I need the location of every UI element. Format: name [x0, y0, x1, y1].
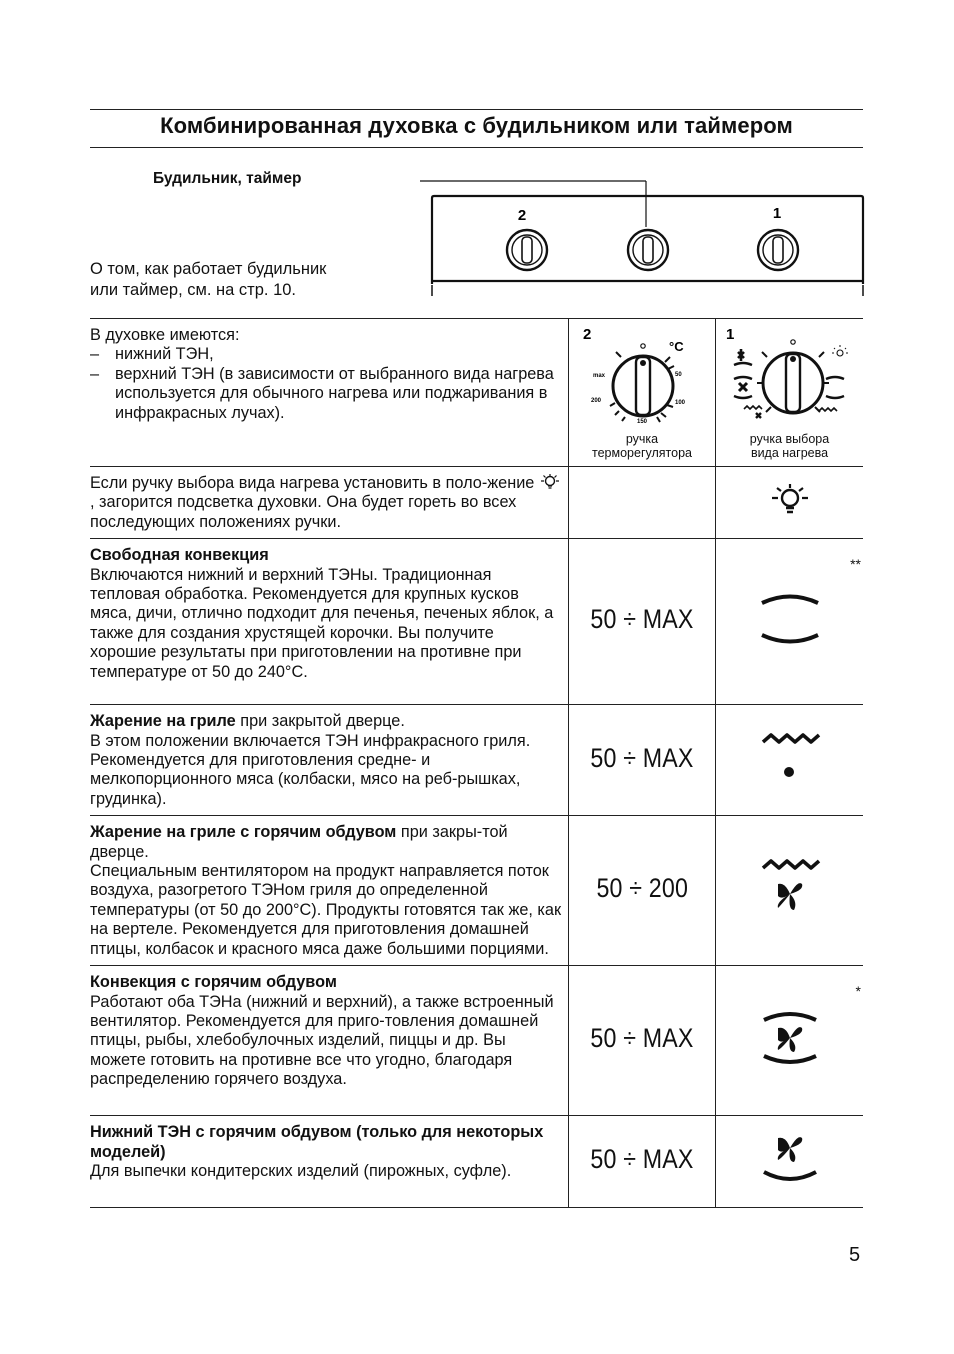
mode-description: Для выпечки кондитерских изделий (пирожных, суфле).: [90, 1161, 512, 1180]
mode-text-cell: [90, 539, 569, 705]
mode-knob-icon: [716, 319, 863, 431]
timer-note-line1: О том, как работает будильник: [90, 260, 327, 278]
mode-icon-cell: [716, 539, 864, 705]
fan-top-bottom-icon: [758, 1008, 822, 1068]
mode-heading: Нижний ТЭН с горячим обдувом (только для некоторых моделей): [90, 1123, 544, 1161]
control-panel-illustration: [420, 168, 865, 303]
mode-heading: Свободная конвекция: [90, 546, 269, 565]
mode-icon-cell: [716, 816, 864, 966]
light-text-after: , загорится подсветка духовки. Она будет гореть во всех последующих положениях ручки.: [90, 493, 517, 531]
temperature-range: 50 ÷ MAX: [590, 604, 694, 635]
svg-text:150: 150: [637, 419, 648, 425]
svg-text:50: 50: [675, 372, 682, 378]
modes-table: [90, 318, 863, 1208]
panel-knob-2: [507, 230, 547, 270]
mode-knob-cell: [716, 319, 864, 467]
svg-text:200: 200: [591, 398, 602, 404]
thermostat-caption-line1: ручка: [625, 432, 659, 447]
grill-icon: [758, 732, 822, 784]
mode-text-cell: [90, 966, 569, 1116]
mode-row: [90, 705, 863, 816]
svg-text:max: max: [593, 373, 606, 379]
mode-range-cell: [569, 539, 716, 705]
svg-text:100: 100: [675, 400, 686, 406]
mode-row: [90, 539, 863, 705]
fan-bottom-icon: [758, 1130, 822, 1188]
top-rule: [90, 109, 863, 110]
svg-text:°C: °C: [669, 339, 684, 354]
light-text-before: Если ручку выбора вида нагрева установить в поло-жение: [90, 474, 535, 492]
mode-row: [90, 1116, 863, 1208]
mode-knob-number: 1: [726, 326, 735, 343]
panel-knob-1: [758, 230, 798, 270]
mode-text-cell: [90, 1116, 569, 1208]
lamp-icon: [539, 474, 561, 490]
thermostat-caption-line2: терморегулятора: [592, 446, 692, 461]
intro-text-cell: [90, 319, 569, 467]
mode-description: Включаются нижний и верхний ТЭНы. Традиционная тепловая обработка. Рекомендуется для крупных кусков мяса, дичи, отлично подходит для печенья, печеных яблок, а также для создания хрустящей корочки. Вы получите хорошие результаты при приготовлении на противне при температуре от 50 до 240°С.: [90, 565, 554, 681]
mode-heading: Конвекция с горячим обдувом: [90, 973, 337, 992]
panel-number-2: 2: [517, 207, 527, 224]
footnote-mark: **: [850, 556, 861, 573]
mode-range-cell: [569, 816, 716, 966]
grill-fan-icon: [758, 858, 822, 918]
light-icon-cell: [716, 467, 864, 539]
intro-item: – нижний ТЭН,: [90, 345, 214, 364]
mode-icon-cell: [716, 966, 864, 1116]
intro-text: В духовке имеются:: [90, 326, 240, 344]
timer-label: Будильник, таймер: [153, 170, 302, 187]
timer-note: [90, 259, 326, 301]
panel-knob-timer: [628, 230, 668, 270]
mode-text-cell: Жарение на гриле при закрытой дверце. В этом положении включается ТЭН инфракрасного гриля. Рекомендуется для приготовления средне- и мелкопорционного мяса (колбаски, мясо на реб-рышках, грудинка).: [90, 705, 569, 816]
mode-icon-cell: [716, 705, 864, 816]
thermostat-knob-icon: [569, 319, 715, 431]
light-text-cell: [90, 467, 569, 539]
temperature-range: 50 ÷ 200: [596, 872, 688, 903]
page-title: Комбинированная духовка с будильником или таймером: [160, 113, 793, 138]
temperature-range: 50 ÷ MAX: [590, 742, 694, 773]
mode-range-cell: [569, 966, 716, 1116]
mode-row: [90, 966, 863, 1116]
mode-icon-cell: [716, 1116, 864, 1208]
light-range-cell: [569, 467, 716, 539]
intro-item: – верхний ТЭН (в зависимости от выбранного вида нагрева используется для обычного нагрева или поджаривания в инфракрасных лучах).: [90, 364, 554, 422]
footnote-mark: *: [855, 983, 861, 1000]
lamp-icon: [768, 483, 812, 517]
mode-description: В этом положении включается ТЭН инфракрасного гриля. Рекомендуется для приготовления средне- и мелкопорционного мяса (колбаски, мясо на реб-рышках, грудинка).: [90, 731, 531, 808]
mode-heading: Жарение на гриле: [90, 712, 236, 731]
temperature-range: 50 ÷ MAX: [590, 1143, 694, 1174]
thermostat-knob-cell: [569, 319, 716, 467]
temperature-range: 50 ÷ MAX: [590, 1022, 694, 1053]
mode-heading: Жарение на гриле с горячим обдувом: [90, 823, 397, 842]
thermostat-knob-number: 2: [583, 326, 592, 343]
top-bottom-heat-icon: [758, 589, 822, 649]
light-row: [90, 467, 863, 539]
timer-note-line2: или таймер, см. на стр. 10.: [90, 281, 297, 299]
mode-range-cell: [569, 1116, 716, 1208]
mode-description: Специальным вентилятором на продукт направляется поток воздуха, разогретого ТЭНом гриля до определенной температуры (от 50 до 200°С). Продукты готовятся так же, как на вертеле. Рекомендуется для приготовления домашней птицы, колбасок и красного мяса даже большими порциями.: [90, 862, 562, 958]
mode-text-cell: Жарение на гриле с горячим обдувом при закры-той дверце. Специальным вентилятором на продукт направляется поток воздуха, разогретого ТЭНом гриля до определенной температуры (от 50 до 200°С). Продукты готовятся так же, как на вертеле. Рекомендуется для приготовления домашней птицы, колбасок и красного мяса даже большими порциями.: [90, 816, 569, 966]
mode-caption-line1: ручка выбора: [749, 432, 830, 447]
page-number: 5: [849, 1244, 861, 1266]
panel-number-1: 1: [772, 205, 782, 222]
mode-description: Работают оба ТЭНа (нижний и верхний), а также встроенный вентилятор. Рекомендуется для приго-товления домашней птицы, рыбы, хлебобулочных изделий, пиццы и др. Вы можете готовить на противне все что угодно, благодаря распределению горячего воздуха.: [90, 992, 554, 1089]
mode-range-cell: [569, 705, 716, 816]
mode-caption-line2: вида нагрева: [750, 446, 829, 461]
mode-row: [90, 816, 863, 966]
title-rule: [90, 147, 863, 148]
intro-row: [90, 319, 863, 467]
